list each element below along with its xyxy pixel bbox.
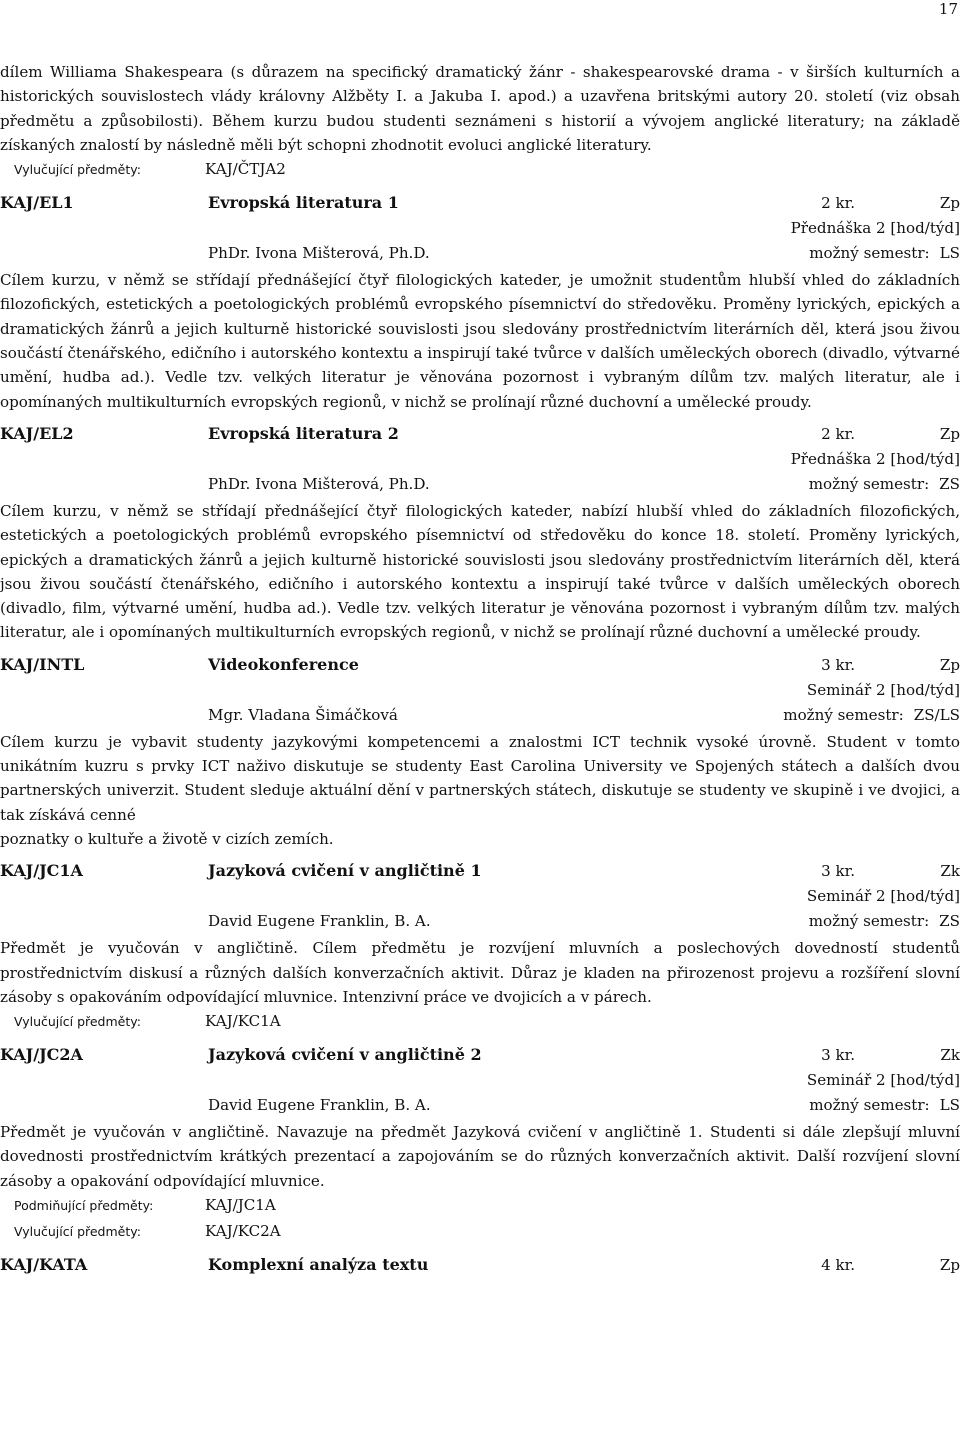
course-entry <box>0 1253 960 1278</box>
course-title: Komplexní analýza textu <box>208 1255 429 1275</box>
course-description: Cílem kurzu je vybavit studenty jazykovými kompetencemi a znalostmi ICT technik vysoké úrovně. Student v tomto unikátním kuzru s prvky ICT naživo diskutuje se studenty East Carolina University ve Spojených státech a dalších dvou partnerských univerzit. Student sleduje aktuální dění v partnerských státech, diskutuje se studenty ve skupině i ve dvojici, a tak získává cenné <box>0 732 960 824</box>
course-lecturer-row <box>0 1093 960 1120</box>
semester-value: ZS <box>939 912 960 931</box>
course-lecturer-row <box>0 472 960 499</box>
course-format: Přednáška 2 [hod/týd] <box>790 219 960 238</box>
semester-label: možný semestr: <box>809 244 930 263</box>
course-semester <box>809 1093 960 1117</box>
excluding-label: Vylučující předměty: <box>14 1014 141 1030</box>
course-prereq-row <box>0 1193 960 1219</box>
course-title: Evropská literatura 1 <box>208 193 399 213</box>
course-description: Cílem kurzu, v němž se střídají přednášející čtyř filologických kateder, je umožnit studentům hlubší vhled do základních filozofických, estetických a poetologických problémů evropského písemnictví do středověku. Proměny lyrických, epických a dramatických žánrů a jejich kulturně historické souvislosti jsou sledovány prostřednictvím literárních děl, která jsou živou součástí čtenářského, edičního i autorského kontextu a inspirují také tvůrce v dalších uměleckých oborech (divadlo, výtvarné umění, hudba ad.). Vedle tzv. velkých literatur je věnována pozornost i vybraným dílům tzv. malých literatur, ale i opomínaných multikulturních evropských regionů, v nichž se prolínají různé duchovní a umělecké proudy. <box>0 271 960 411</box>
prereq-label: Podmiňující předměty: <box>14 1198 154 1214</box>
intro-excluding-row <box>0 157 960 183</box>
prereq-value: KAJ/JC1A <box>205 1196 276 1215</box>
course-format-row <box>0 447 960 472</box>
course-header <box>0 653 960 678</box>
course-lecturer-row <box>0 909 960 936</box>
course-entry <box>0 1043 960 1245</box>
course-entry <box>0 191 960 414</box>
course-description: Předmět je vyučován v angličtině. Cílem předmětu je rozvíjení mluvních a poslechových dovedností studentů prostřednictvím diskusí a různých dalších konverzačních aktivit. Důraz je kladen na přirozenost projevu a rozšíření slovní zásoby s opakováním odpovídající mluvnice. Intenzivní práce ve dvojicích a v párech. <box>0 939 960 1006</box>
course-header <box>0 1253 960 1278</box>
course-code: KAJ/KATA <box>0 1255 88 1275</box>
course-completion: Zp <box>939 1256 960 1275</box>
course-entry <box>0 653 960 851</box>
course-format: Přednáška 2 [hod/týd] <box>790 449 960 468</box>
course-format: Seminář 2 [hod/týd] <box>806 887 960 906</box>
course-format-row <box>0 884 960 909</box>
semester-value: LS <box>939 244 960 263</box>
page-content <box>0 60 960 1278</box>
course-credits: 3 kr. <box>821 862 855 881</box>
course-format-row <box>0 678 960 703</box>
course-completion: Zp <box>939 424 960 443</box>
course-code: KAJ/JC1A <box>0 861 83 881</box>
course-description-continued: poznatky o kultuře a životě v cizích zemích. <box>0 829 334 848</box>
course-lecturer-row <box>0 703 960 730</box>
course-entry <box>0 859 960 1035</box>
course-lecturer: David Eugene Franklin, B. A. <box>208 912 431 931</box>
course-title: Jazyková cvičení v angličtině 2 <box>208 1045 482 1065</box>
page-number: 17 <box>938 0 958 18</box>
course-semester <box>809 472 960 496</box>
course-completion: Zk <box>940 862 960 881</box>
course-lecturer: David Eugene Franklin, B. A. <box>208 1096 431 1115</box>
course-credits: 4 kr. <box>821 1256 855 1275</box>
course-semester <box>783 703 960 727</box>
course-credits: 2 kr. <box>821 424 855 443</box>
course-credits: 3 kr. <box>821 1046 855 1065</box>
course-code: KAJ/INTL <box>0 654 85 674</box>
course-credits: 2 kr. <box>821 194 855 213</box>
course-format: Seminář 2 [hod/týd] <box>806 680 960 699</box>
course-title: Jazyková cvičení v angličtině 1 <box>208 861 482 881</box>
excluding-value: KAJ/ČTJA2 <box>205 160 286 179</box>
course-header <box>0 1043 960 1068</box>
course-lecturer: Mgr. Vladana Šimáčková <box>208 705 398 724</box>
course-description: Cílem kurzu, v němž se střídají přednášející čtyř filologických kateder, nabízí hlubší vhled do základních filozofických, estetických a poetologických problémů evropského písemnictví od středověku do konce 18. století. Proměny lyrických, epických a dramatických žánrů a jejich kulturně historické souvislosti jsou sledovány prostřednictvím literárních děl, která jsou živou součástí čtenářského, edičního i autorského kontextu a inspirují také tvůrce v dalších uměleckých oborech (divadlo, film, výtvarné umění, hudba ad.). Vedle tzv. velkých literatur je věnována pozornost i vybraným dílům tzv. malých literatur, ale i opomínaných multikulturních evropských regionů, v nichž se prolínají různé duchovní a umělecké proudy. <box>0 501 960 642</box>
course-completion: Zp <box>939 655 960 674</box>
course-lecturer: PhDr. Ivona Mišterová, Ph.D. <box>208 474 430 493</box>
semester-label: možný semestr: <box>808 474 930 493</box>
course-code: KAJ/EL1 <box>0 193 74 213</box>
course-header <box>0 859 960 884</box>
course-code: KAJ/EL2 <box>0 423 74 443</box>
excluding-value: KAJ/KC2A <box>205 1222 281 1241</box>
course-title: Videokonference <box>208 654 359 674</box>
excluding-label: Vylučující předměty: <box>14 1224 141 1240</box>
semester-value: ZS <box>939 474 960 493</box>
course-header <box>0 191 960 216</box>
course-code: KAJ/JC2A <box>0 1045 83 1065</box>
semester-label: možný semestr: <box>783 705 904 724</box>
course-excluding-row <box>0 1219 960 1245</box>
course-semester <box>809 909 960 933</box>
course-header <box>0 422 960 447</box>
semester-value: ZS/LS <box>913 705 960 724</box>
course-completion: Zp <box>939 194 960 213</box>
course-semester <box>809 241 960 265</box>
course-description: Předmět je vyučován v angličtině. Navazuje na předmět Jazyková cvičení v angličtině 1. Studenti si dále zlepšují mluvní dovednosti prostřednictvím krátkých prezentací a zapojováním se do různých konverzačních aktivit. Další rozvíjení slovní zásoby a opakování odpovídající mluvnice. <box>0 1123 960 1190</box>
course-lecturer: PhDr. Ivona Mišterová, Ph.D. <box>208 244 430 263</box>
course-format-row <box>0 1068 960 1093</box>
semester-label: možný semestr: <box>809 1096 930 1115</box>
excluding-label: Vylučující předměty: <box>14 162 141 178</box>
course-completion: Zk <box>940 1046 960 1065</box>
course-title: Evropská literatura 2 <box>208 423 399 443</box>
course-excluding-row <box>0 1009 960 1035</box>
excluding-value: KAJ/KC1A <box>205 1012 281 1031</box>
course-entry <box>0 422 960 645</box>
intro-paragraph: dílem Williama Shakespeara (s důrazem na specifický dramatický žánr - shakespearovské drama - v širších kulturních a historických souvislostech vlády královny Alžběty I. a Jakuba I. apod.) a uzavřena britskými autory 20. století (viz obsah předmětu a způsobilosti). Během kurzu budou studenti seznámeni s historií a vývojem anglické literatury; na základě získaných znalostí by následně měli být schopni zhodnotit evoluci anglické literatury. <box>0 63 960 154</box>
semester-value: LS <box>939 1096 960 1115</box>
course-credits: 3 kr. <box>821 655 855 674</box>
course-lecturer-row <box>0 241 960 268</box>
course-format-row <box>0 216 960 241</box>
semester-label: možný semestr: <box>808 912 930 931</box>
course-format: Seminář 2 [hod/týd] <box>806 1071 960 1090</box>
